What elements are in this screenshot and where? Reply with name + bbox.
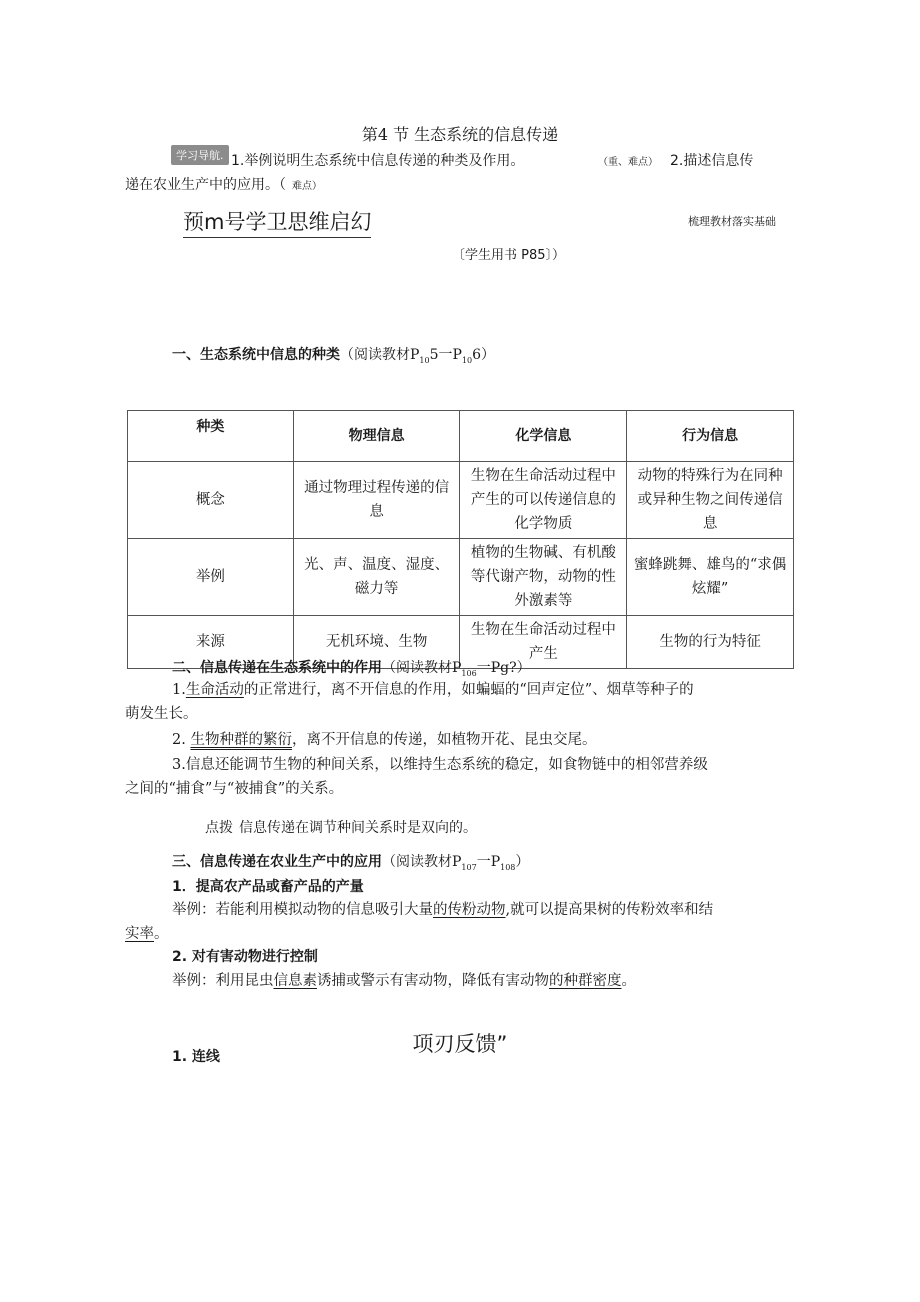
guide-item-1-tag: （重、难点） — [598, 157, 658, 168]
para-text: ，离不开信息的传递，如植物开花、昆虫交尾。 — [291, 732, 597, 748]
para-text: 举例：若能利用模拟动物的信息吸引大量 — [172, 902, 433, 918]
section-3-note — [382, 854, 529, 870]
banner-subtitle: 梳理教材落实基础 — [688, 215, 776, 228]
section-1-note — [340, 347, 495, 363]
para-text: 诱捕或警示有害动物，降低有害动物 — [317, 973, 549, 989]
para-num: 2. — [172, 732, 191, 748]
para-text: 的正常进行，离不开信息的作用，如蝙蝠的“回声定位”、烟草等种子的 — [243, 682, 694, 698]
example-3-1-cont — [125, 922, 169, 946]
para-text: 。 — [154, 926, 169, 942]
section-3-heading — [172, 851, 529, 872]
guide-item-2-start: 2.描述信息传 — [670, 153, 754, 169]
section-3-title: 三、信息传递在农业生产中的应用 — [172, 854, 382, 870]
book-reference: 〔学生用书 P85〕） — [452, 248, 566, 263]
section-1-heading — [172, 344, 495, 365]
table-row-label: 概念 — [128, 462, 294, 539]
note-sub: 107 — [461, 862, 477, 872]
example-3-1 — [172, 898, 713, 922]
section-2-note — [382, 660, 531, 676]
study-guide-badge: 学习导航. — [171, 145, 229, 165]
para-num: 1. — [172, 682, 186, 698]
feedback-heading: 项刃反馈” — [412, 1032, 508, 1056]
note-pre: （阅读教材P — [340, 347, 420, 363]
table-cell: 无机环境、生物 — [293, 616, 460, 669]
table-cell: 光、声、温度、湿度、磁力等 — [293, 539, 460, 616]
paragraph-2-1 — [172, 678, 694, 702]
page-title: 第4 节 生态系统的信息传递 — [361, 125, 559, 144]
paragraph-2-1-cont: 萌发生长。 — [125, 706, 198, 722]
guide-item-2-line2 — [125, 174, 322, 194]
table-cell: 通过物理过程传递的信息 — [293, 462, 460, 539]
guide-item-1: 1.举例说明生态系统中信息传递的种类及作用。 — [231, 153, 525, 169]
note-pre: （阅读教材P — [382, 660, 462, 676]
note-post: 一Pg?） — [476, 660, 531, 676]
section-1-title: 一、生态系统中信息的种类 — [172, 347, 340, 363]
section-2-title: 二、信息传递在生态系统中的作用 — [172, 660, 382, 676]
info-types-table — [127, 410, 794, 669]
para-text: 举例：利用昆虫 — [172, 973, 274, 989]
para-text: 。 — [621, 973, 636, 989]
table-cell: 生物在生命活动过程中产生 — [460, 616, 627, 669]
underlined-term: 生物种群的繁衍 — [190, 732, 292, 748]
para-text: ,就可以提高果树的传粉效率和结 — [505, 902, 714, 918]
underlined-term: 生命活动 — [185, 682, 244, 698]
guide-item-2-end: 递在农业生产中的应用。（ — [125, 177, 286, 193]
example-3-2 — [172, 969, 636, 993]
paragraph-2-2 — [172, 728, 596, 752]
note-sub: 108 — [500, 862, 516, 872]
underlined-term: 信息素 — [273, 973, 317, 989]
table-cell: 植物的生物碱、有机酸等代谢产物，动物的性外激素等 — [460, 539, 627, 616]
section-2-heading — [172, 657, 531, 678]
table-cell: 生物的行为特征 — [627, 616, 794, 669]
note-sub: 10 — [419, 355, 430, 365]
guide-item-2-tag: 难点） — [292, 181, 322, 192]
paragraph-2-3-cont: 之间的“捕食”与“被捕食”的关系。 — [125, 781, 344, 797]
table-header-cell: 种类 — [128, 411, 294, 462]
table-header-cell: 化学信息 — [460, 411, 627, 462]
table-header-cell: 行为信息 — [627, 411, 794, 462]
note-post: ） — [515, 854, 530, 870]
subsection-3-1: 1．提高农产品或畜产品的产量 — [172, 879, 364, 895]
tip-note — [205, 817, 477, 837]
note-mid: 一P — [476, 854, 501, 870]
table-row — [128, 539, 794, 616]
note-sub: 106 — [461, 668, 477, 678]
preview-banner: 预m号学卫思维启幻 — [183, 206, 371, 238]
underlined-term: 实率 — [125, 926, 154, 942]
underlined-term: 的种群密度 — [549, 973, 622, 989]
subsection-3-2: 2. 对有害动物进行控制 — [172, 949, 318, 965]
table-cell: 生物在生命活动过程中产生的可以传递信息的化学物质 — [460, 462, 627, 539]
table-header-row — [128, 411, 794, 462]
feedback-item-1: 1. 连线 — [172, 1049, 220, 1065]
note-mid: 5一P — [429, 347, 462, 363]
table-cell: 蜜蜂跳舞、雄鸟的“求偶炫耀” — [627, 539, 794, 616]
table-row-label: 举例 — [128, 539, 294, 616]
tip-label: 点拨 — [205, 820, 233, 836]
underlined-term: 的传粉动物 — [433, 902, 506, 918]
tip-text: 信息传递在调节种间关系时是双向的。 — [239, 820, 477, 836]
table-row-label: 来源 — [128, 616, 294, 669]
note-sub: 10 — [461, 355, 473, 365]
table-header-cell: 物理信息 — [293, 411, 460, 462]
paragraph-2-3: 3.信息还能调节生物的种间关系，以维持生态系统的稳定，如食物链中的相邻营养级 — [172, 757, 708, 773]
note-post: 6） — [472, 347, 496, 363]
table-row — [128, 462, 794, 539]
note-pre: （阅读教材P — [382, 854, 462, 870]
table-cell: 动物的特殊行为在同种或异种生物之间传递信息 — [627, 462, 794, 539]
